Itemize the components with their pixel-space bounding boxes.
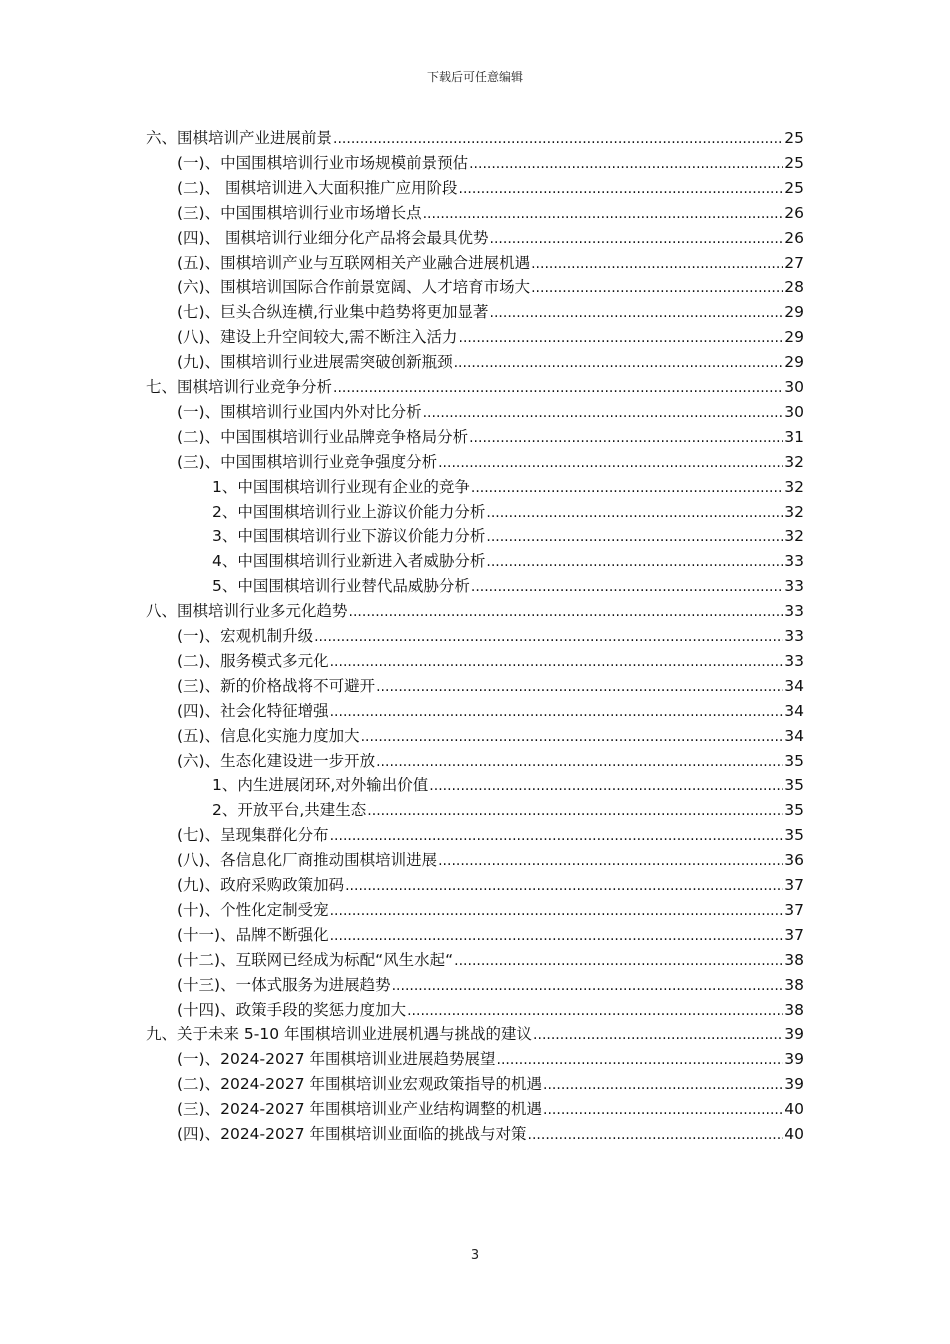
toc-entry-title: (一)、中国围棋培训行业市场规模前景预估 xyxy=(177,153,469,172)
toc-entry-title: (十一)、品牌不断强化 xyxy=(177,925,329,944)
toc-entry-title: (二)、服务模式多元化 xyxy=(177,651,329,670)
toc-leader-dots xyxy=(333,127,783,151)
toc-entry-title: 4、中国围棋培训行业新进入者威胁分析 xyxy=(212,552,486,571)
toc-entry[interactable] xyxy=(212,773,804,797)
toc-leader-dots xyxy=(533,1023,783,1047)
toc-leader-dots xyxy=(349,600,784,624)
toc-entry-title: (十二)、互联网已经成为标配“风生水起“ xyxy=(177,950,454,969)
toc-entry-page: 35 xyxy=(784,751,804,770)
toc-entry-title: 1、内生进展闭环,对外输出价值 xyxy=(212,776,429,795)
toc-entry-page: 34 xyxy=(784,676,804,695)
toc-leader-dots xyxy=(471,575,783,599)
toc-entry-page: 34 xyxy=(784,726,804,745)
toc-leader-dots xyxy=(345,874,783,898)
toc-leader-dots xyxy=(333,376,783,400)
toc-entry-title: 2、开放平台,共建生态 xyxy=(212,801,367,820)
toc-leader-dots xyxy=(469,152,783,176)
toc-leader-dots xyxy=(314,625,783,649)
toc-entry-page: 35 xyxy=(784,801,804,820)
toc-entry[interactable] xyxy=(177,226,804,250)
toc-entry-page: 25 xyxy=(784,178,804,197)
toc-entry-page: 30 xyxy=(784,402,804,421)
toc-entry-title: (一)、2024-2027 年围棋培训业进展趋势展望 xyxy=(177,1050,496,1069)
toc-entry[interactable] xyxy=(177,973,804,997)
toc-entry[interactable] xyxy=(177,251,804,275)
toc-entry-title: (一)、宏观机制升级 xyxy=(177,627,314,645)
toc-leader-dots xyxy=(361,725,784,749)
toc-entry-title: (四)、社会化特征增强 xyxy=(177,701,329,720)
toc-entry-title: (五)、信息化实施力度加大 xyxy=(177,726,360,745)
toc-entry[interactable] xyxy=(177,948,804,972)
toc-entry[interactable] xyxy=(177,998,804,1022)
toc-entry-page: 33 xyxy=(784,602,804,621)
toc-entry-page: 33 xyxy=(784,552,804,571)
toc-leader-dots xyxy=(486,501,783,525)
toc-leader-dots xyxy=(469,426,783,450)
toc-entry-page: 28 xyxy=(784,278,804,297)
toc-entry-page: 27 xyxy=(784,253,804,272)
toc-entry[interactable] xyxy=(146,599,804,623)
toc-entry[interactable] xyxy=(177,1097,804,1121)
toc-leader-dots xyxy=(490,301,784,325)
toc-entry-page: 33 xyxy=(784,651,804,670)
toc-entry-page: 29 xyxy=(784,353,804,372)
toc-entry[interactable] xyxy=(212,798,804,822)
toc-leader-dots xyxy=(490,227,784,251)
toc-entry-title: (六)、围棋培训国际合作前景宽阔、人才培育市场大 xyxy=(177,278,531,297)
toc-entry-title: (三)、2024-2027 年围棋培训业产业结构调整的机遇 xyxy=(177,1100,543,1119)
toc-entry[interactable] xyxy=(177,275,804,299)
toc-entry-page: 35 xyxy=(784,776,804,795)
toc-entry-page: 38 xyxy=(784,950,804,969)
toc-entry[interactable] xyxy=(177,425,804,449)
toc-entry-title: (十四)、政策手段的奖惩力度加大 xyxy=(177,1000,407,1019)
toc-entry-page: 38 xyxy=(784,1000,804,1019)
toc-entry-title: 2、中国围棋培训行业上游议价能力分析 xyxy=(212,502,486,521)
toc-entry-title: 1、中国围棋培训行业现有企业的竞争 xyxy=(212,477,470,496)
toc-entry[interactable] xyxy=(212,524,804,548)
toc-entry-title: (二)、中国围棋培训行业品牌竞争格局分析 xyxy=(177,427,469,446)
toc-leader-dots xyxy=(459,177,784,201)
toc-entry-title: (九)、政府采购政策加码 xyxy=(177,876,345,894)
toc-entry[interactable] xyxy=(177,176,804,200)
toc-entry-page: 26 xyxy=(784,203,804,222)
toc-leader-dots xyxy=(330,899,784,923)
toc-leader-dots xyxy=(376,750,783,774)
toc-entry-page: 37 xyxy=(784,925,804,944)
toc-entry-page: 38 xyxy=(784,975,804,994)
toc-entry-title: 3、中国围棋培训行业下游议价能力分析 xyxy=(212,527,486,546)
toc-leader-dots xyxy=(531,276,783,300)
toc-entry-page: 39 xyxy=(784,1025,804,1044)
toc-entry-title: (七)、巨头合纵连横,行业集中趋势将更加显著 xyxy=(177,303,489,322)
toc-entry[interactable] xyxy=(177,325,804,349)
toc-leader-dots xyxy=(423,401,784,425)
toc-leader-dots xyxy=(531,252,783,276)
toc-entry[interactable] xyxy=(212,500,804,524)
toc-entry[interactable] xyxy=(177,151,804,175)
toc-entry-title: 九、关于未来 5-10 年围棋培训业进展机遇与挑战的建议 xyxy=(146,1025,533,1044)
toc-entry-page: 25 xyxy=(784,129,804,147)
toc-entry[interactable] xyxy=(177,450,804,474)
toc-entry[interactable] xyxy=(177,300,804,324)
toc-leader-dots xyxy=(330,824,784,848)
toc-leader-dots xyxy=(543,1073,783,1097)
toc-entry[interactable] xyxy=(177,624,804,648)
toc-leader-dots xyxy=(376,675,783,699)
toc-leader-dots xyxy=(438,451,783,475)
toc-entry-page: 25 xyxy=(784,153,804,172)
toc-leader-dots xyxy=(459,326,784,350)
toc-entry-title: (三)、新的价格战将不可避开 xyxy=(177,676,376,695)
toc-entry[interactable] xyxy=(177,350,804,374)
toc-leader-dots xyxy=(438,849,783,873)
toc-entry-page: 36 xyxy=(784,851,804,870)
toc-entry-title: (二)、2024-2027 年围棋培训业宏观政策指导的机遇 xyxy=(177,1075,543,1094)
toc-leader-dots xyxy=(423,202,784,226)
toc-entry[interactable] xyxy=(212,475,804,499)
toc-entry-title: (三)、中国围棋培训行业竞争强度分析 xyxy=(177,452,438,471)
toc-entry-page: 34 xyxy=(784,701,804,720)
toc-leader-dots xyxy=(392,974,784,998)
toc-entry[interactable] xyxy=(146,1022,804,1046)
toc-leader-dots xyxy=(454,351,784,375)
toc-entry-page: 32 xyxy=(784,502,804,521)
toc-leader-dots xyxy=(471,476,783,500)
toc-entry-page: 40 xyxy=(784,1100,804,1119)
toc-entry[interactable] xyxy=(177,1122,804,1146)
toc-entry-title: 七、围棋培训行业竞争分析 xyxy=(146,378,333,396)
toc-entry-page: 40 xyxy=(784,1125,804,1143)
toc-leader-dots xyxy=(330,650,784,674)
toc-entry[interactable] xyxy=(212,574,804,598)
toc-entry[interactable] xyxy=(177,724,804,748)
toc-entry-page: 32 xyxy=(784,452,804,471)
toc-entry-title: (八)、建设上升空间较大,需不断注入活力 xyxy=(177,328,458,347)
toc-entry-page: 32 xyxy=(784,527,804,546)
toc-entry[interactable] xyxy=(177,848,804,872)
toc-entry-page: 29 xyxy=(784,328,804,347)
toc-entry-title: (三)、中国围棋培训行业市场增长点 xyxy=(177,203,422,222)
toc-entry-title: (四)、2024-2027 年围棋培训业面临的挑战与对策 xyxy=(177,1125,527,1143)
toc-entry-title: (一)、围棋培训行业国内外对比分析 xyxy=(177,402,422,421)
toc-entry-title: 六、围棋培训产业进展前景 xyxy=(146,129,333,147)
toc-entry-title: (五)、围棋培训产业与互联网相关产业融合进展机遇 xyxy=(177,253,531,272)
toc-entry[interactable] xyxy=(177,823,804,847)
toc-leader-dots xyxy=(486,550,783,574)
toc-leader-dots xyxy=(454,949,783,973)
toc-entry-page: 35 xyxy=(784,826,804,845)
toc-entry[interactable] xyxy=(212,549,804,573)
toc-entry[interactable] xyxy=(177,674,804,698)
toc-entry[interactable] xyxy=(177,873,804,897)
toc-entry-title: (二)、 围棋培训进入大面积推广应用阶段 xyxy=(177,178,458,197)
toc-entry[interactable] xyxy=(177,649,804,673)
toc-leader-dots xyxy=(330,700,784,724)
page-number: 3 xyxy=(470,1248,480,1263)
toc-entry[interactable] xyxy=(177,201,804,225)
toc-entry-title: (七)、呈现集群化分布 xyxy=(177,826,329,845)
toc-leader-dots xyxy=(543,1098,783,1122)
toc-entry[interactable] xyxy=(177,749,804,773)
toc-entry[interactable] xyxy=(177,898,804,922)
toc-entry-page: 37 xyxy=(784,900,804,919)
toc-leader-dots xyxy=(407,999,783,1023)
toc-entry-page: 32 xyxy=(784,477,804,496)
toc-entry-page: 26 xyxy=(784,228,804,247)
toc-entry-title: (四)、 围棋培训行业细分化产品将会最具优势 xyxy=(177,228,489,247)
toc-entry-page: 33 xyxy=(784,577,804,596)
toc-entry-page: 30 xyxy=(784,378,804,396)
toc-entry-title: (十三)、一体式服务为进展趋势 xyxy=(177,975,391,994)
toc-entry-title: (六)、生态化建设进一步开放 xyxy=(177,751,376,770)
toc-entry[interactable] xyxy=(177,400,804,424)
toc-leader-dots xyxy=(486,525,783,549)
toc-entry[interactable] xyxy=(177,699,804,723)
toc-entry-title: (十)、个性化定制受宠 xyxy=(177,900,329,919)
toc-entry[interactable] xyxy=(146,375,804,399)
toc-entry[interactable] xyxy=(177,923,804,947)
toc-entry-page: 29 xyxy=(784,303,804,322)
toc-entry-title: 八、围棋培训行业多元化趋势 xyxy=(146,602,348,621)
toc-leader-dots xyxy=(330,924,784,948)
toc-entry-page: 33 xyxy=(784,627,804,645)
toc-entry-page: 31 xyxy=(784,427,804,446)
toc-entry[interactable] xyxy=(146,126,804,150)
toc-leader-dots xyxy=(429,774,783,798)
page-header: 下载后可任意编辑 xyxy=(426,70,523,84)
toc-leader-dots xyxy=(528,1123,784,1147)
toc-entry-title: (九)、围棋培训行业进展需突破创新瓶颈 xyxy=(177,353,453,372)
toc-entry-title: (八)、各信息化厂商推动围棋培训进展 xyxy=(177,851,438,870)
toc-entry-page: 39 xyxy=(784,1050,804,1069)
toc-entry-page: 37 xyxy=(784,876,804,894)
toc-leader-dots xyxy=(367,799,783,823)
toc-entry[interactable] xyxy=(177,1047,804,1071)
toc-leader-dots xyxy=(497,1048,784,1072)
toc-entry-title: 5、中国围棋培训行业替代品威胁分析 xyxy=(212,577,470,596)
toc-entry-page: 39 xyxy=(784,1075,804,1094)
toc-entry[interactable] xyxy=(177,1072,804,1096)
